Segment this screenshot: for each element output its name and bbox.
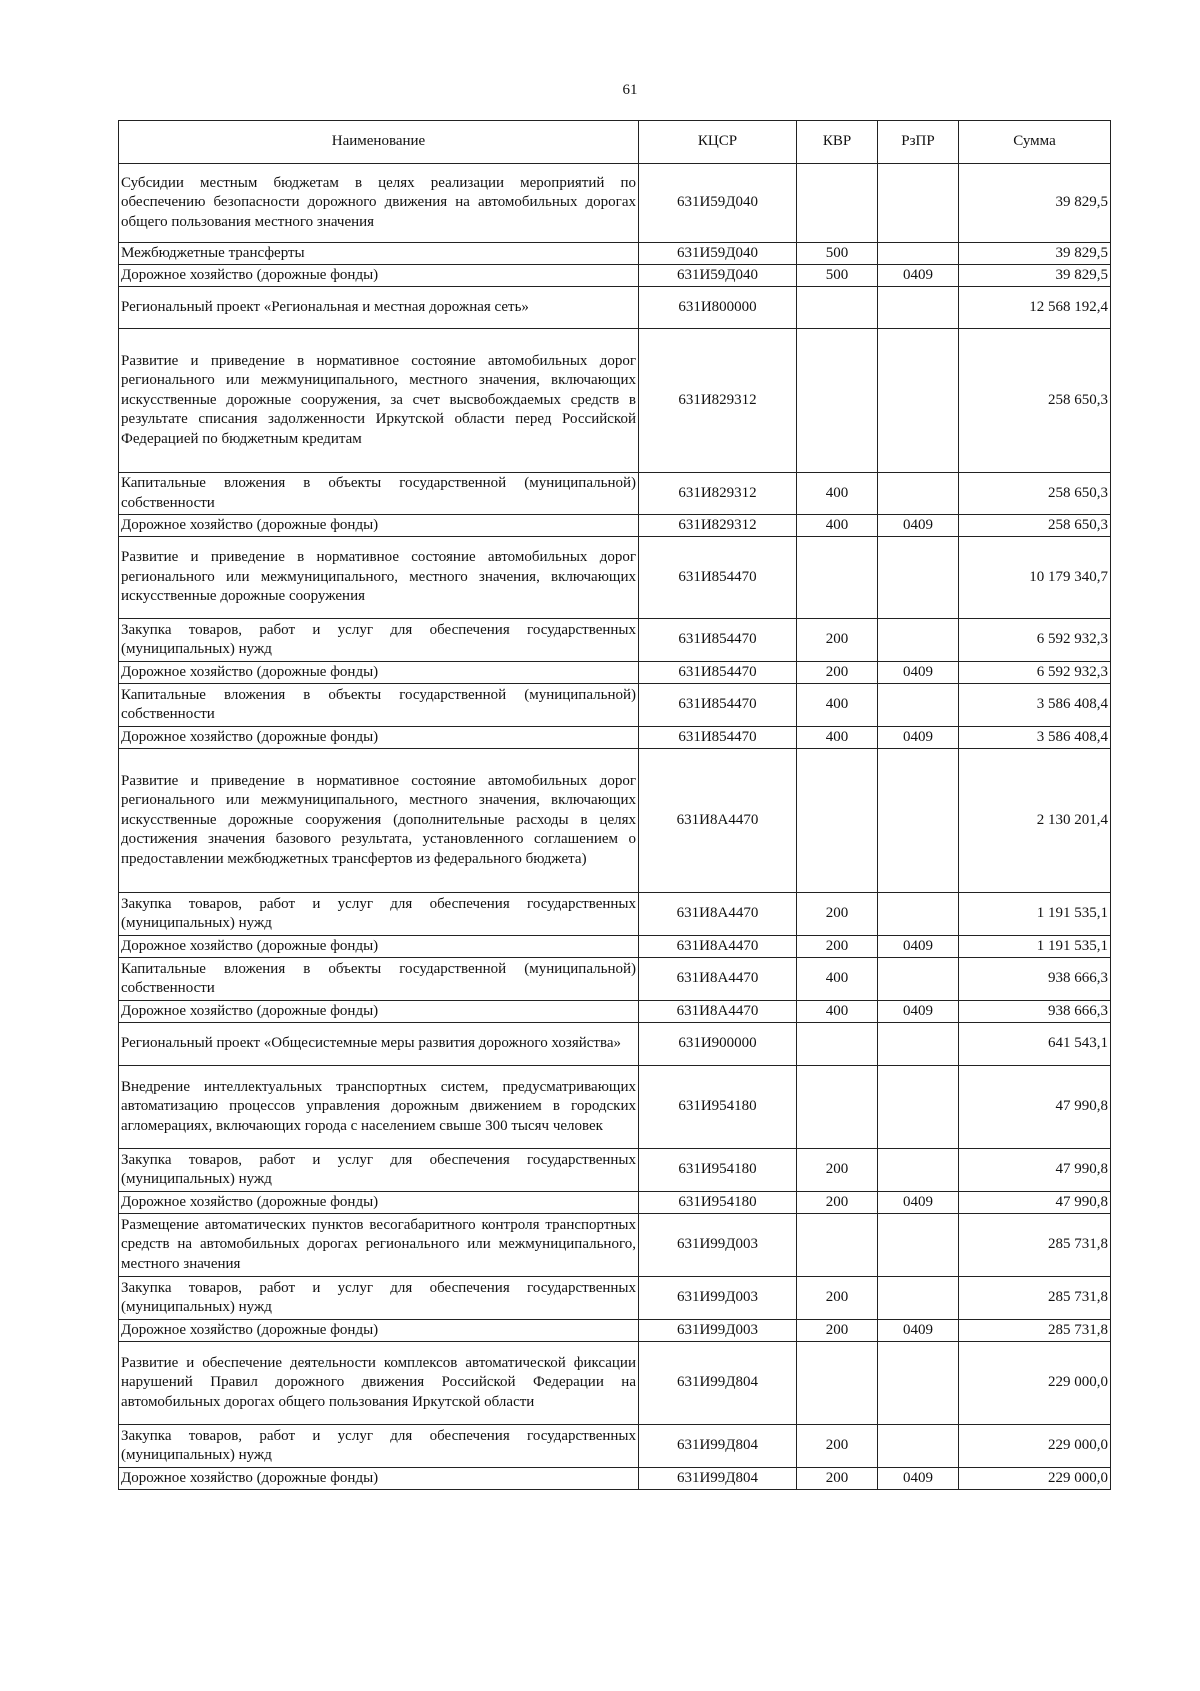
table-header-row	[119, 121, 1111, 164]
row-sum-cell: 47 990,8	[959, 1192, 1111, 1214]
table-row	[119, 329, 1111, 473]
row-rzpr-cell	[878, 684, 959, 727]
row-kvr-cell	[797, 164, 878, 243]
row-rzpr-cell: 0409	[878, 727, 959, 749]
row-kcsr-cell: 631И854470	[639, 537, 797, 619]
row-kvr-cell: 400	[797, 684, 878, 727]
row-name-cell: Закупка товаров, работ и услуг для обеспечения государственных (муниципальных) нужд	[119, 619, 639, 662]
row-sum-cell: 285 731,8	[959, 1320, 1111, 1342]
row-name-cell: Дорожное хозяйство (дорожные фонды)	[119, 936, 639, 958]
row-sum-cell: 6 592 932,3	[959, 619, 1111, 662]
row-sum-cell: 3 586 408,4	[959, 727, 1111, 749]
row-kcsr-cell: 631И829312	[639, 515, 797, 537]
row-sum-cell: 229 000,0	[959, 1342, 1111, 1425]
row-kcsr-cell: 631И954180	[639, 1066, 797, 1149]
row-kvr-cell: 200	[797, 893, 878, 936]
row-name-cell: Развитие и обеспечение деятельности комплексов автоматической фиксации нарушений Правил дорожного движения Российской Федерации на автомобильных дорогах общего пользования Иркутской области	[119, 1342, 639, 1425]
table-row	[119, 619, 1111, 662]
row-rzpr-cell: 0409	[878, 662, 959, 684]
row-rzpr-cell	[878, 243, 959, 265]
row-kcsr-cell: 631И8А4470	[639, 1001, 797, 1023]
row-name-cell: Региональный проект «Общесистемные меры развития дорожного хозяйства»	[119, 1023, 639, 1066]
row-sum-cell: 285 731,8	[959, 1277, 1111, 1320]
table-row	[119, 893, 1111, 936]
row-sum-cell: 229 000,0	[959, 1425, 1111, 1468]
row-kvr-cell: 200	[797, 1192, 878, 1214]
row-rzpr-cell	[878, 164, 959, 243]
row-sum-cell: 2 130 201,4	[959, 749, 1111, 893]
row-kcsr-cell: 631И59Д040	[639, 164, 797, 243]
table-row	[119, 265, 1111, 287]
table-row	[119, 1192, 1111, 1214]
header-sum: Сумма	[959, 121, 1111, 164]
row-kcsr-cell: 631И829312	[639, 329, 797, 473]
row-rzpr-cell	[878, 537, 959, 619]
row-rzpr-cell	[878, 1342, 959, 1425]
row-rzpr-cell: 0409	[878, 936, 959, 958]
row-sum-cell: 6 592 932,3	[959, 662, 1111, 684]
table-row	[119, 936, 1111, 958]
row-rzpr-cell	[878, 749, 959, 893]
row-rzpr-cell: 0409	[878, 1320, 959, 1342]
row-name-cell: Дорожное хозяйство (дорожные фонды)	[119, 662, 639, 684]
table-row	[119, 1342, 1111, 1425]
row-kvr-cell: 400	[797, 727, 878, 749]
row-name-cell: Закупка товаров, работ и услуг для обеспечения государственных (муниципальных) нужд	[119, 1149, 639, 1192]
row-name-cell: Развитие и приведение в нормативное состояние автомобильных дорог регионального или межмуниципального, местного значения, включающих искусственные дорожные сооружения (дополнительные расходы в целях достижения значения базового результата, установленного соглашением о предоставлении межбюджетных трансфертов из федерального бюджета)	[119, 749, 639, 893]
header-rzpr: РзПР	[878, 121, 959, 164]
row-name-cell: Капитальные вложения в объекты государственной (муниципальной) собственности	[119, 958, 639, 1001]
row-kcsr-cell: 631И954180	[639, 1192, 797, 1214]
row-rzpr-cell	[878, 958, 959, 1001]
row-kvr-cell: 500	[797, 265, 878, 287]
row-rzpr-cell	[878, 1214, 959, 1277]
row-kcsr-cell: 631И954180	[639, 1149, 797, 1192]
row-sum-cell: 39 829,5	[959, 243, 1111, 265]
row-sum-cell: 39 829,5	[959, 164, 1111, 243]
header-name: Наименование	[119, 121, 639, 164]
header-kcsr: КЦСР	[639, 121, 797, 164]
row-rzpr-cell: 0409	[878, 1468, 959, 1490]
row-name-cell: Дорожное хозяйство (дорожные фонды)	[119, 1192, 639, 1214]
row-rzpr-cell: 0409	[878, 265, 959, 287]
page-number: 61	[622, 82, 638, 98]
row-kvr-cell	[797, 1214, 878, 1277]
table-row	[119, 515, 1111, 537]
row-sum-cell: 258 650,3	[959, 515, 1111, 537]
row-name-cell: Развитие и приведение в нормативное состояние автомобильных дорог регионального или межмуниципального, местного значения, включающих искусственные дорожные сооружения	[119, 537, 639, 619]
table-row	[119, 684, 1111, 727]
row-kcsr-cell: 631И8А4470	[639, 936, 797, 958]
row-sum-cell: 1 191 535,1	[959, 893, 1111, 936]
row-kcsr-cell: 631И854470	[639, 727, 797, 749]
row-rzpr-cell	[878, 1023, 959, 1066]
row-kcsr-cell: 631И99Д804	[639, 1425, 797, 1468]
row-kcsr-cell: 631И99Д003	[639, 1214, 797, 1277]
row-name-cell: Региональный проект «Региональная и местная дорожная сеть»	[119, 287, 639, 329]
row-kcsr-cell: 631И99Д003	[639, 1320, 797, 1342]
row-kcsr-cell: 631И99Д003	[639, 1277, 797, 1320]
table-row	[119, 1277, 1111, 1320]
row-kcsr-cell: 631И800000	[639, 287, 797, 329]
row-sum-cell: 938 666,3	[959, 958, 1111, 1001]
row-sum-cell: 285 731,8	[959, 1214, 1111, 1277]
table-row	[119, 1001, 1111, 1023]
row-kvr-cell	[797, 1023, 878, 1066]
table-row	[119, 1425, 1111, 1468]
budget-table	[118, 120, 1111, 1490]
row-kvr-cell: 200	[797, 662, 878, 684]
row-name-cell: Капитальные вложения в объекты государственной (муниципальной) собственности	[119, 684, 639, 727]
row-kcsr-cell: 631И8А4470	[639, 749, 797, 893]
row-kcsr-cell: 631И900000	[639, 1023, 797, 1066]
row-sum-cell: 641 543,1	[959, 1023, 1111, 1066]
row-kcsr-cell: 631И99Д804	[639, 1342, 797, 1425]
table-row	[119, 1214, 1111, 1277]
row-kvr-cell: 200	[797, 1320, 878, 1342]
row-kvr-cell: 200	[797, 1468, 878, 1490]
row-name-cell: Закупка товаров, работ и услуг для обеспечения государственных (муниципальных) нужд	[119, 893, 639, 936]
row-kcsr-cell: 631И854470	[639, 684, 797, 727]
row-sum-cell: 229 000,0	[959, 1468, 1111, 1490]
row-name-cell: Закупка товаров, работ и услуг для обеспечения государственных (муниципальных) нужд	[119, 1425, 639, 1468]
row-name-cell: Дорожное хозяйство (дорожные фонды)	[119, 1001, 639, 1023]
row-kvr-cell	[797, 749, 878, 893]
table-row	[119, 1468, 1111, 1490]
row-name-cell: Дорожное хозяйство (дорожные фонды)	[119, 727, 639, 749]
row-name-cell: Дорожное хозяйство (дорожные фонды)	[119, 1320, 639, 1342]
row-kvr-cell: 200	[797, 619, 878, 662]
row-kvr-cell: 500	[797, 243, 878, 265]
row-name-cell: Дорожное хозяйство (дорожные фонды)	[119, 265, 639, 287]
row-kcsr-cell: 631И829312	[639, 473, 797, 515]
row-rzpr-cell: 0409	[878, 1192, 959, 1214]
row-kvr-cell: 400	[797, 1001, 878, 1023]
row-kcsr-cell: 631И854470	[639, 619, 797, 662]
row-rzpr-cell	[878, 473, 959, 515]
table-row	[119, 243, 1111, 265]
row-sum-cell: 938 666,3	[959, 1001, 1111, 1023]
row-kvr-cell	[797, 537, 878, 619]
row-sum-cell: 10 179 340,7	[959, 537, 1111, 619]
row-rzpr-cell	[878, 1277, 959, 1320]
row-sum-cell: 3 586 408,4	[959, 684, 1111, 727]
table-row	[119, 287, 1111, 329]
row-rzpr-cell	[878, 893, 959, 936]
row-rzpr-cell: 0409	[878, 1001, 959, 1023]
row-kvr-cell: 200	[797, 1149, 878, 1192]
row-kvr-cell	[797, 329, 878, 473]
row-sum-cell: 47 990,8	[959, 1066, 1111, 1149]
row-rzpr-cell	[878, 287, 959, 329]
table-row	[119, 749, 1111, 893]
table-row	[119, 1066, 1111, 1149]
table-row	[119, 727, 1111, 749]
table-row	[119, 958, 1111, 1001]
row-kvr-cell	[797, 1342, 878, 1425]
table-row	[119, 473, 1111, 515]
row-kcsr-cell: 631И8А4470	[639, 958, 797, 1001]
row-rzpr-cell	[878, 329, 959, 473]
row-rzpr-cell	[878, 1149, 959, 1192]
row-kcsr-cell: 631И59Д040	[639, 265, 797, 287]
row-name-cell: Внедрение интеллектуальных транспортных систем, предусматривающих автоматизацию процессов управления дорожным движением в городских агломерациях, включающих города с населением свыше 300 тысяч человек	[119, 1066, 639, 1149]
row-name-cell: Дорожное хозяйство (дорожные фонды)	[119, 1468, 639, 1490]
row-rzpr-cell	[878, 1066, 959, 1149]
table-row	[119, 1023, 1111, 1066]
header-kvr: КВР	[797, 121, 878, 164]
row-rzpr-cell	[878, 1425, 959, 1468]
row-name-cell: Закупка товаров, работ и услуг для обеспечения государственных (муниципальных) нужд	[119, 1277, 639, 1320]
row-kvr-cell: 200	[797, 1425, 878, 1468]
row-sum-cell: 47 990,8	[959, 1149, 1111, 1192]
row-name-cell: Капитальные вложения в объекты государственной (муниципальной) собственности	[119, 473, 639, 515]
row-name-cell: Межбюджетные трансферты	[119, 243, 639, 265]
row-kcsr-cell: 631И8А4470	[639, 893, 797, 936]
row-name-cell: Дорожное хозяйство (дорожные фонды)	[119, 515, 639, 537]
row-kvr-cell: 400	[797, 958, 878, 1001]
row-rzpr-cell: 0409	[878, 515, 959, 537]
row-sum-cell: 39 829,5	[959, 265, 1111, 287]
row-kvr-cell: 200	[797, 936, 878, 958]
row-rzpr-cell	[878, 619, 959, 662]
table-row	[119, 164, 1111, 243]
row-name-cell: Субсидии местным бюджетам в целях реализации мероприятий по обеспечению безопасности дорожного движения на автомобильных дорогах общего пользования местного значения	[119, 164, 639, 243]
row-kcsr-cell: 631И854470	[639, 662, 797, 684]
row-sum-cell: 258 650,3	[959, 329, 1111, 473]
row-sum-cell: 1 191 535,1	[959, 936, 1111, 958]
row-kvr-cell: 400	[797, 515, 878, 537]
row-name-cell: Развитие и приведение в нормативное состояние автомобильных дорог регионального или межмуниципального, местного значения, включающих искусственные дорожные сооружения, за счет высвобождаемых средств в результате списания задолженности Иркутской области перед Российской Федерацией по бюджетным кредитам	[119, 329, 639, 473]
row-kvr-cell: 400	[797, 473, 878, 515]
row-kvr-cell	[797, 287, 878, 329]
row-kvr-cell: 200	[797, 1277, 878, 1320]
row-kvr-cell	[797, 1066, 878, 1149]
row-name-cell: Размещение автоматических пунктов весогабаритного контроля транспортных средств на автомобильных дорогах регионального или межмуниципального, местного значения	[119, 1214, 639, 1277]
row-kcsr-cell: 631И99Д804	[639, 1468, 797, 1490]
table-row	[119, 1149, 1111, 1192]
row-sum-cell: 12 568 192,4	[959, 287, 1111, 329]
table-row	[119, 1320, 1111, 1342]
row-kcsr-cell: 631И59Д040	[639, 243, 797, 265]
table-row	[119, 662, 1111, 684]
table-row	[119, 537, 1111, 619]
row-sum-cell: 258 650,3	[959, 473, 1111, 515]
